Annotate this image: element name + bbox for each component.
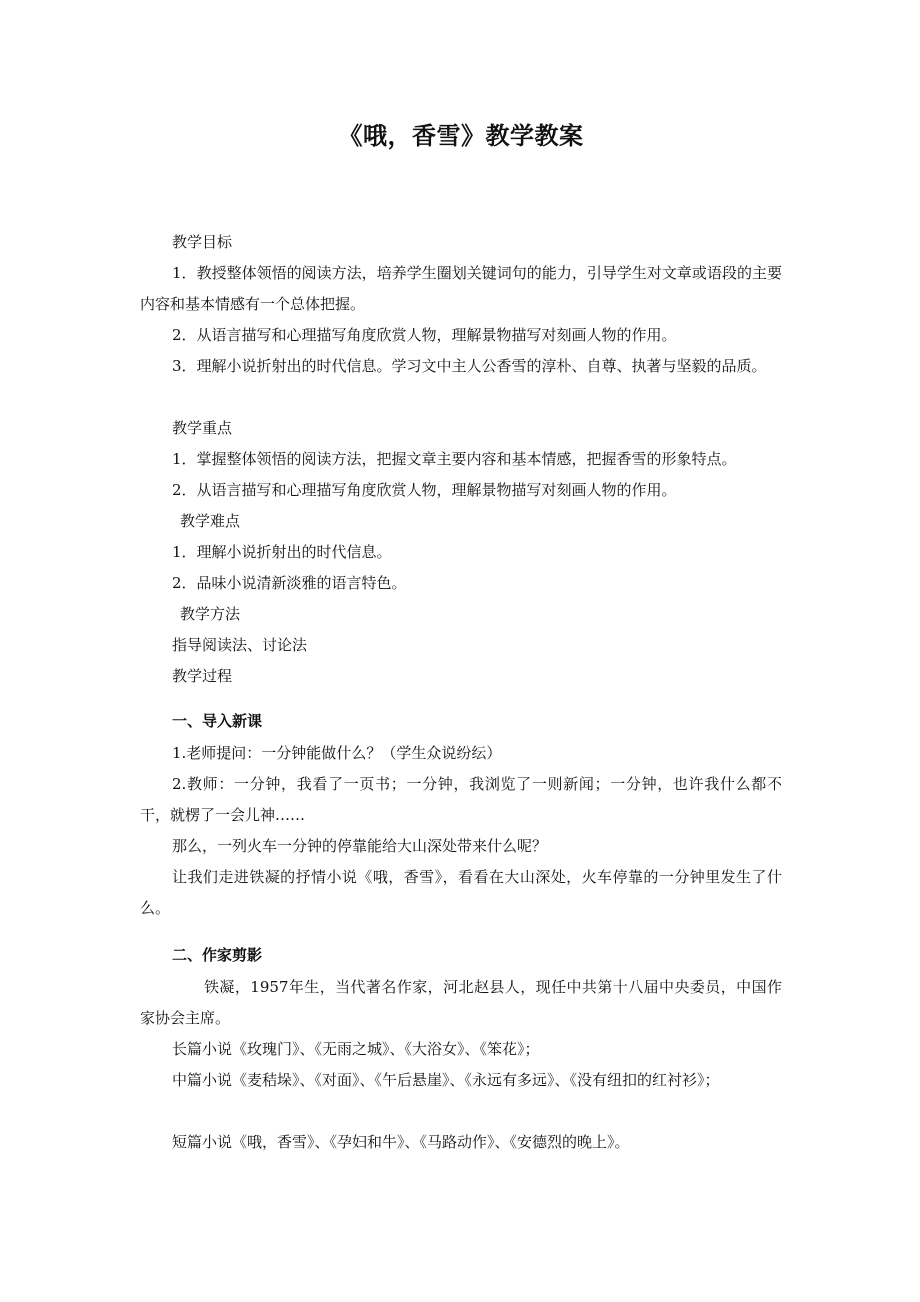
method-text: 指导阅读法、讨论法 [172, 636, 308, 654]
key-point-1: 1．掌握整体领悟的阅读方法，把握文章主要内容和基本情感，把握香雪的形象特点。 [172, 450, 737, 468]
section2-paragraph-1: 铁凝，1957年生，当代著名作家，河北赵县人，现任中共第十八届中央委员，中国作家协会主席。 [140, 978, 782, 1027]
section1-heading: 一、导入新课 [172, 712, 263, 730]
section1-paragraph-4: 让我们走进铁凝的抒情小说《哦，香雪》，看看在大山深处，火车停靠的一分钟里发生了什么。 [140, 868, 782, 917]
section2-paragraph-2: 长篇小说《玫瑰门》、《无雨之城》、《大浴女》、《笨花》； [172, 1040, 540, 1058]
goal-item-3: 3．理解小说折射出的时代信息。学习文中主人公香雪的淳朴、自尊、执著与坚毅的品质。 [172, 357, 767, 375]
difficult-point-1: 1．理解小说折射出的时代信息。 [172, 543, 392, 561]
difficult-heading: 教学难点 [180, 512, 241, 530]
goals-heading: 教学目标 [172, 233, 233, 251]
section1-paragraph-2: 2.教师：一分钟，我看了一页书；一分钟，我浏览了一则新闻；一分钟，也许我什么都不干，就楞了一会儿神…… [140, 775, 782, 824]
document-title: 《哦，香雪》教学教案 [338, 122, 584, 150]
section1-paragraph-1: 1.老师提问：一分钟能做什么？（学生众说纷纭） [172, 744, 502, 762]
key-point-2: 2．从语言描写和心理描写角度欣赏人物，理解景物描写对刻画人物的作用。 [172, 481, 677, 499]
key-heading: 教学重点 [172, 419, 233, 437]
section1-paragraph-3: 那么，一列火车一分钟的停靠能给大山深处带来什么呢？ [172, 837, 548, 855]
goal-item-2: 2．从语言描写和心理描写角度欣赏人物，理解景物描写对刻画人物的作用。 [172, 326, 677, 344]
section2-paragraph-3: 中篇小说《麦秸垛》、《对面》、《午后悬崖》、《永远有多远》、《没有纽扣的红衬衫》； [172, 1071, 720, 1089]
goal-item-1: 1．教授整体领悟的阅读方法，培养学生圈划关键词句的能力，引导学生对文章或语段的主要内容和基本情感有一个总体把握。 [140, 264, 782, 313]
method-heading: 教学方法 [180, 605, 241, 623]
section2-paragraph-4: 短篇小说《哦，香雪》、《孕妇和牛》、《马路动作》、《安德烈的晚上》。 [172, 1133, 630, 1151]
section2-heading: 二、作家剪影 [172, 946, 263, 964]
difficult-point-2: 2．品味小说清新淡雅的语言特色。 [172, 574, 407, 592]
process-heading: 教学过程 [172, 667, 233, 685]
